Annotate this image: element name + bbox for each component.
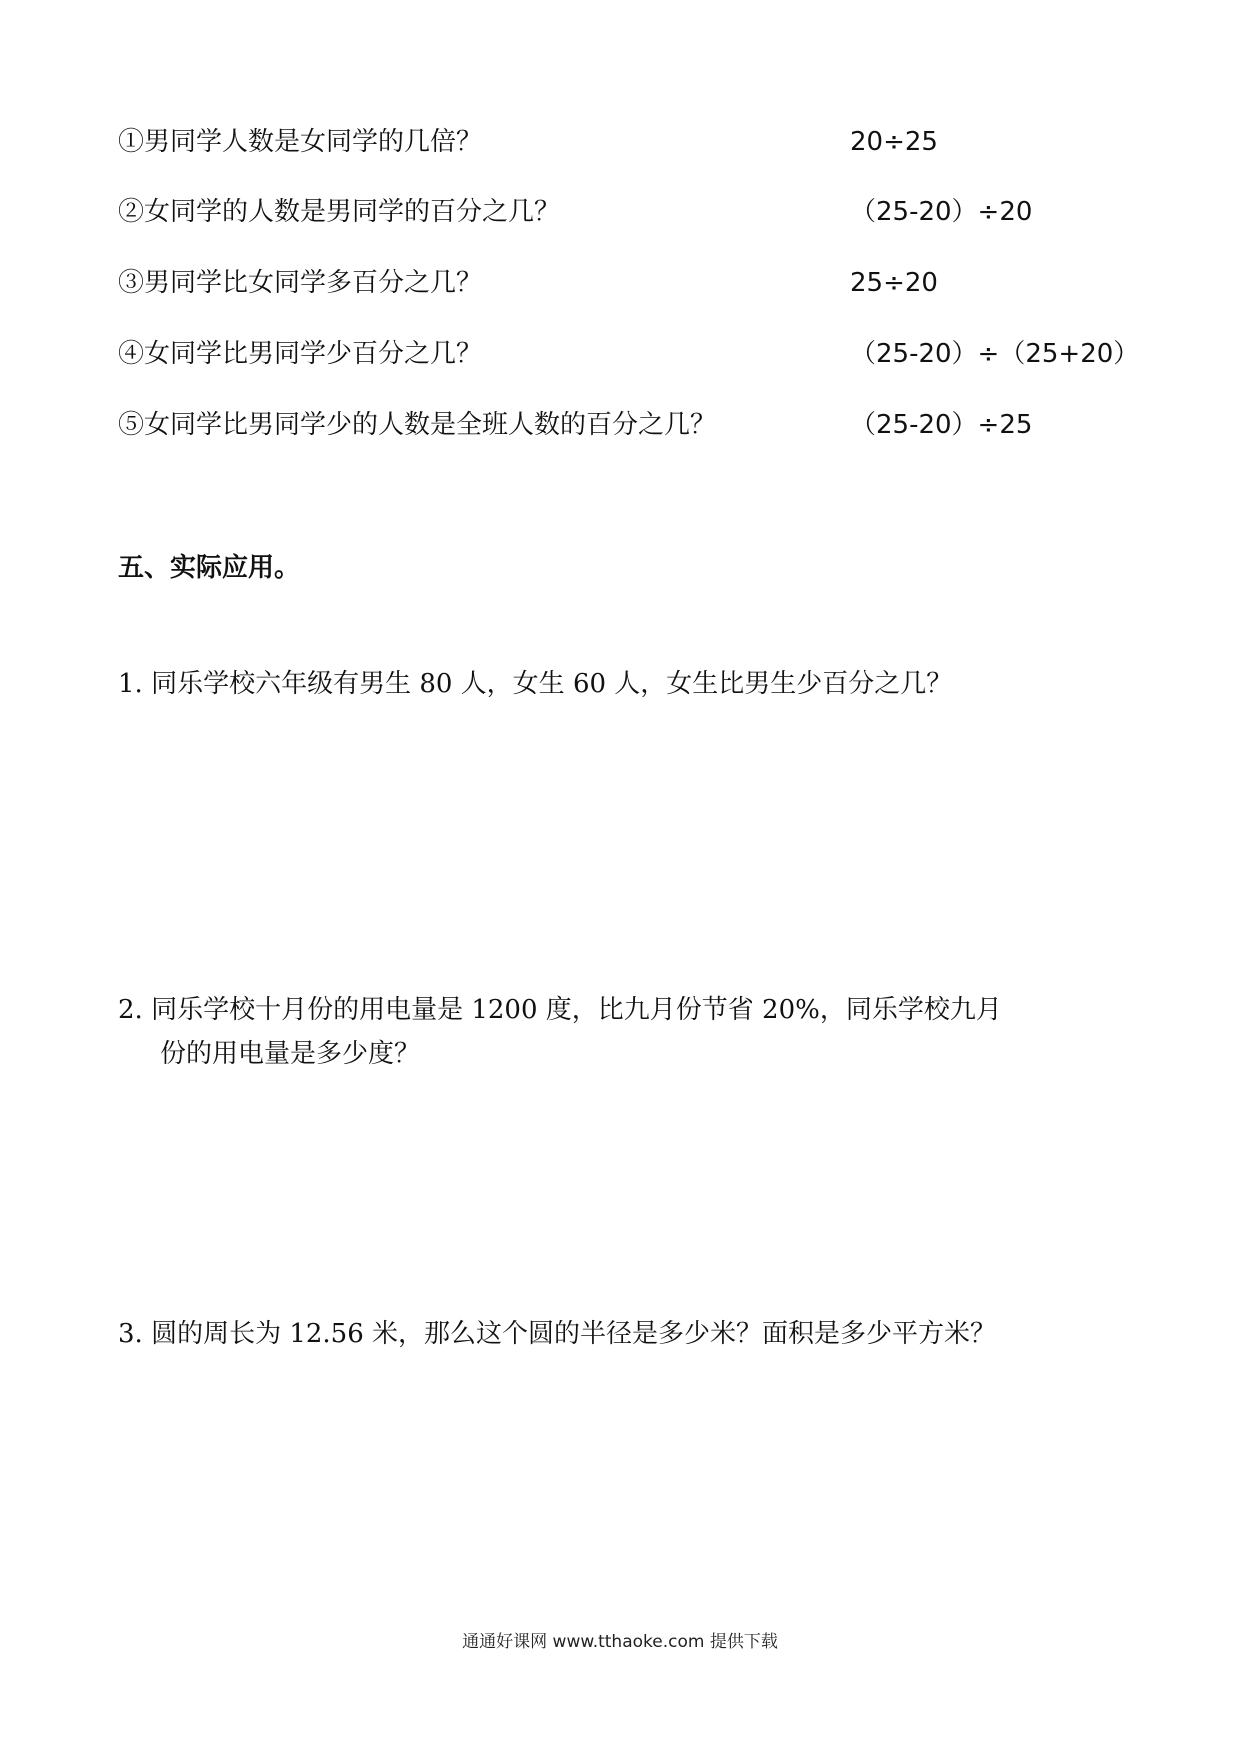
problem-2 — [118, 988, 1128, 1076]
section-title: 五、实际应用。 — [118, 553, 301, 583]
problem-1 — [118, 662, 1128, 706]
footer-credit: 通通好课网 www.tthaoke.com 提供下载 — [462, 1632, 778, 1652]
matching-expression: 20÷25 — [850, 127, 938, 157]
matching-row-5 — [118, 405, 1128, 445]
matching-expression: （25-20）÷25 — [850, 410, 1033, 440]
matching-row-1 — [118, 122, 1128, 162]
problem-3 — [118, 1312, 1128, 1356]
problem-text-continued: 份的用电量是多少度？ — [160, 1039, 421, 1069]
matching-row-4 — [118, 334, 1140, 374]
matching-question: ①男同学人数是女同学的几倍？ — [118, 127, 483, 157]
matching-row-2 — [118, 192, 1128, 232]
matching-question: ⑤女同学比男同学少的人数是全班人数的百分之几？ — [118, 410, 717, 440]
problem-text: 2. 同乐学校十月份的用电量是 1200 度，比九月份节省 20%，同乐学校九月 — [118, 995, 1002, 1025]
matching-row-3 — [118, 263, 1128, 303]
matching-expression: （25-20）÷20 — [850, 197, 1033, 227]
matching-question: ④女同学比男同学少百分之几？ — [118, 339, 483, 369]
matching-expression: 25÷20 — [850, 268, 938, 298]
problem-text: 1. 同乐学校六年级有男生 80 人，女生 60 人，女生比男生少百分之几？ — [118, 669, 953, 699]
matching-expression: （25-20）÷（25+20） — [850, 339, 1140, 369]
matching-question: ②女同学的人数是男同学的百分之几？ — [118, 197, 561, 227]
problem-text: 3. 圆的周长为 12.56 米，那么这个圆的半径是多少米？面积是多少平方米？ — [118, 1319, 997, 1349]
matching-question: ③男同学比女同学多百分之几？ — [118, 268, 483, 298]
